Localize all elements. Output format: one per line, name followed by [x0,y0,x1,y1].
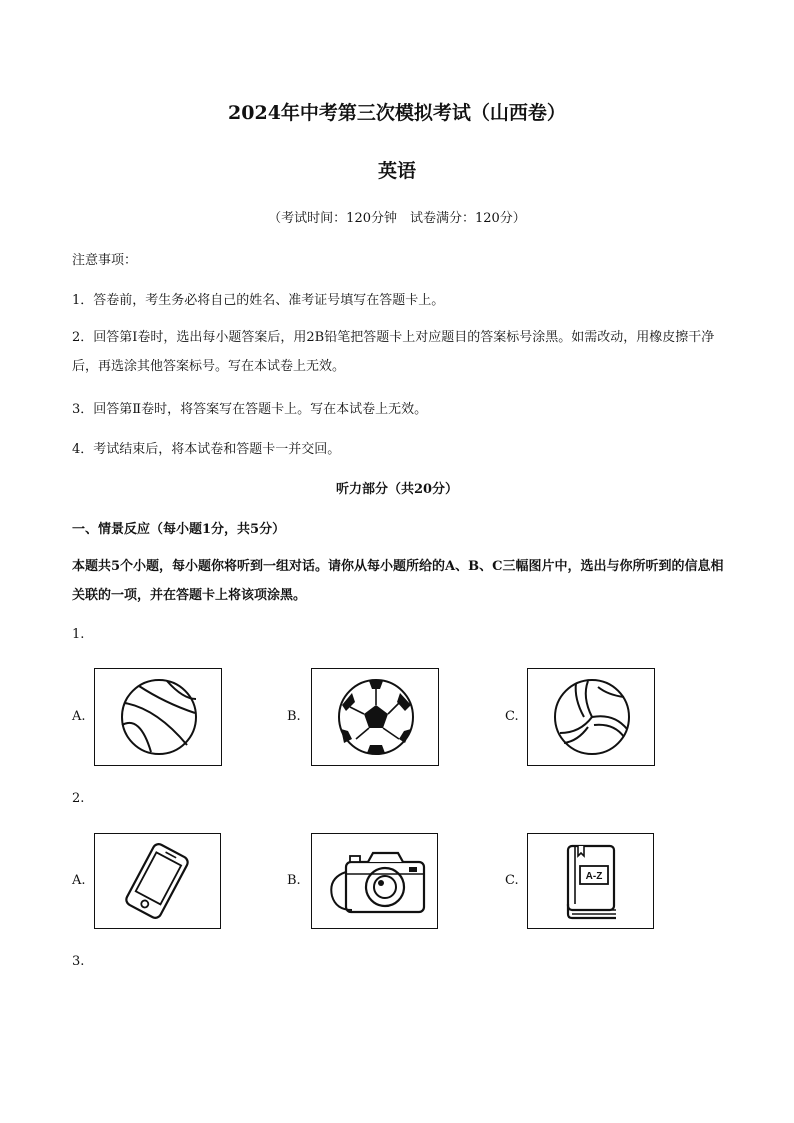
q2-option-b-label: B. [287,873,301,888]
q1-option-b-label: B. [287,709,301,724]
section-title: 一、情景反应（每小题1分，共5分） [72,522,286,537]
exam-title: 2024年中考第三次模拟考试（山西卷） [228,102,566,124]
q2-option-a-image [94,833,221,929]
dictionary-icon [528,834,653,928]
q1-option-c-image [527,668,655,766]
volleyball-icon [528,669,654,765]
q2-option-a-label: A. [72,873,86,888]
question-3-number: 3. [72,954,85,969]
mobile-phone-icon [95,834,220,928]
q1-option-a-label: A. [72,709,86,724]
notes-heading: 注意事项： [72,253,138,268]
q2-option-c-image [527,833,654,929]
question-1-number: 1. [72,627,85,642]
subject-title: 英语 [377,160,416,182]
soccer-ball-icon [312,669,438,765]
note-item-4: 4．考试结束后，将本试卷和答题卡一并交回。 [72,442,341,457]
dictionary-cover-text: A-Z [585,871,603,882]
q1-option-b-image [311,668,439,766]
basketball-icon [95,669,221,765]
question-2-number: 2. [72,791,85,806]
camera-icon [312,834,437,928]
q1-option-a-image [94,668,222,766]
note-item-1: 1．答卷前，考生务必将自己的姓名、准考证号填写在答题卡上。 [72,293,445,308]
note-item-2: 2．回答第Ⅰ卷时，选出每小题答案后，用2B铅笔把答题卡上对应题目的答案标号涂黑。如需改动，用橡皮擦干净后，再选涂其他答案标号。写在本试卷上无效。 [72,330,715,374]
q2-option-c-label: C. [505,873,519,888]
q1-option-c-label: C. [505,709,519,724]
q2-option-b-image [311,833,438,929]
listening-part-title: 听力部分（共20分） [335,482,459,497]
note-item-3: 3．回答第Ⅱ卷时，将答案写在答题卡上。写在本试卷上无效。 [72,402,428,417]
exam-info: （考试时间：120分钟 试卷满分：120分） [268,211,526,226]
section-instructions: 本题共5个小题，每小题你将听到一组对话。请你从每小题所给的A、B、C三幅图片中，选出与你所听到的信息相关联的一项，并在答题卡上将该项涂黑。 [72,559,724,603]
